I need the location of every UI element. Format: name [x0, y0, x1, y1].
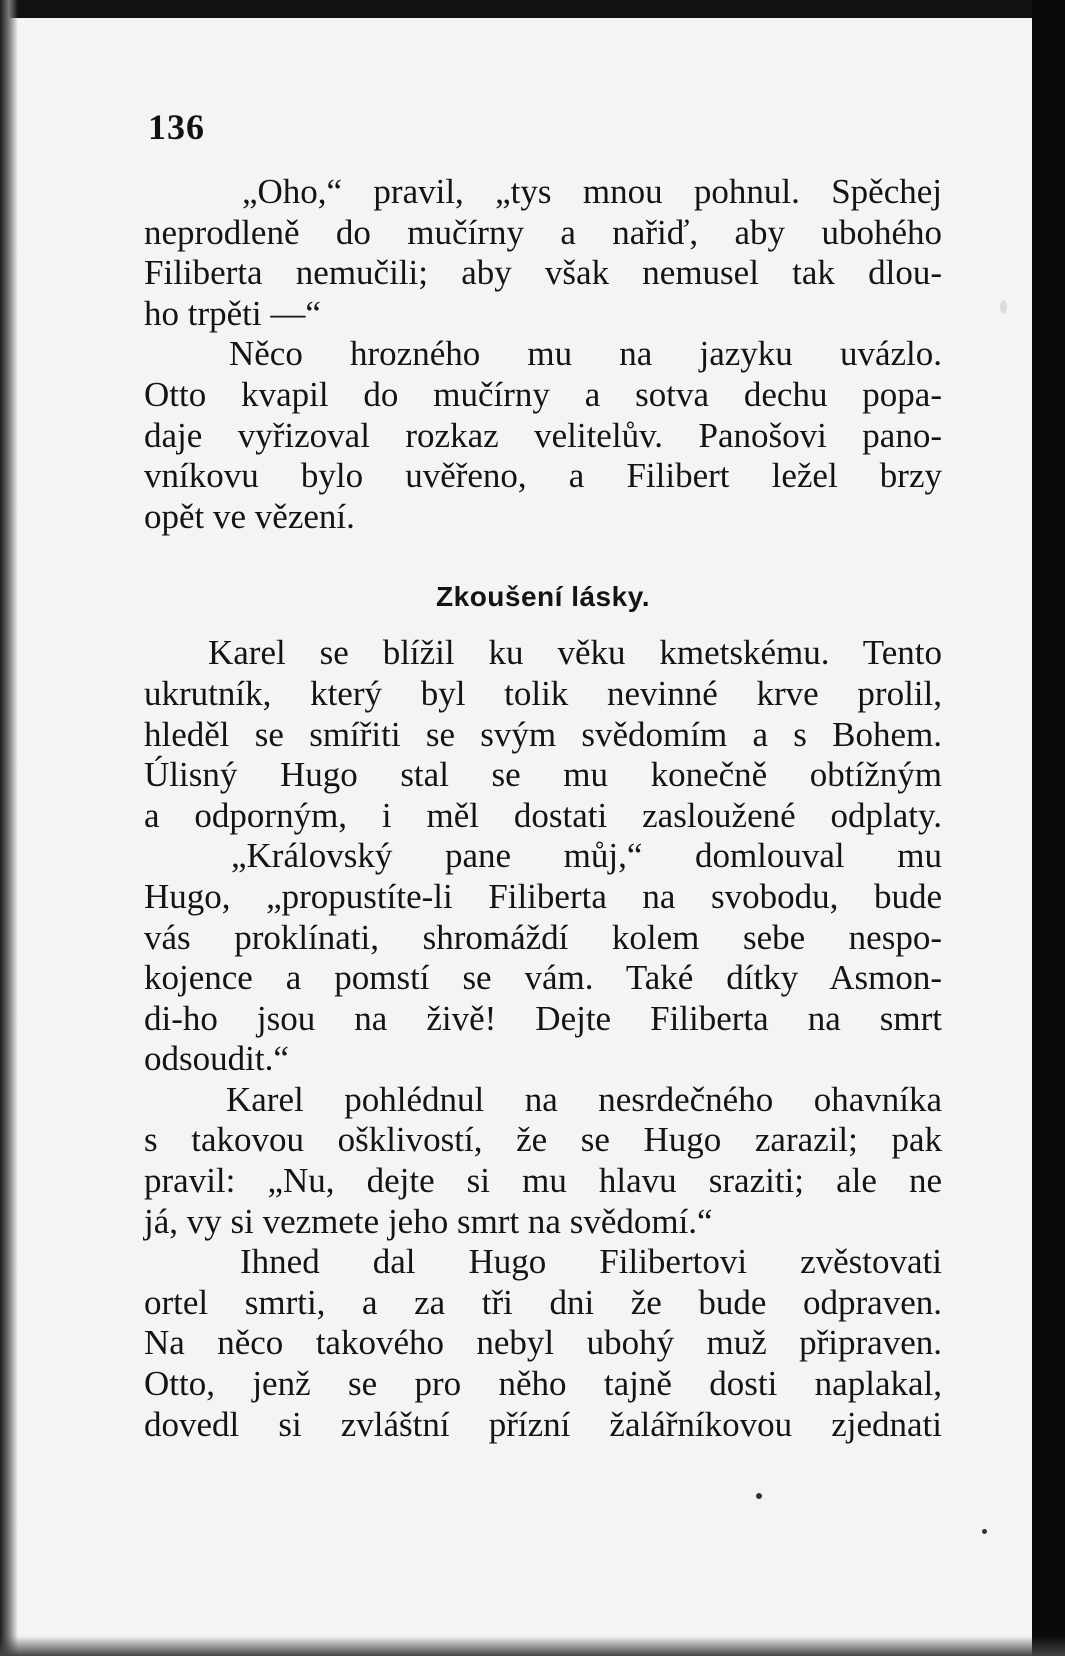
- text-line: vás proklínati, shromáždí kolem sebe nespo-: [144, 917, 942, 957]
- text-line: odsoudit.“: [144, 1039, 289, 1079]
- text-line: ukrutník, který byl tolik nevinné krve prolil,: [144, 673, 942, 713]
- scan-left-edge: [0, 0, 18, 1656]
- scan-speck: [1000, 300, 1007, 314]
- text-line: Karel pohlédnul na nesrdečného ohavníka: [226, 1079, 942, 1119]
- scan-bottom-edge: [0, 1636, 1065, 1656]
- text-line: ho trpěti —“: [144, 293, 321, 333]
- text-line: s takovou ošklivostí, že se Hugo zarazil; pak: [144, 1120, 942, 1160]
- text-line: kojence a pomstí se vám. Také dítky Asmon-: [144, 958, 942, 998]
- text-line: Filiberta nemučili; aby však nemusel tak dlou-: [144, 253, 942, 293]
- text-line: Na něco takového nebyl ubohý muž připraven.: [144, 1323, 942, 1363]
- text-line: neprodleně do mučírny a nařiď, aby ubohého: [144, 212, 942, 252]
- scan-speck: [982, 1529, 987, 1534]
- scan-right-border: [1032, 0, 1065, 1656]
- text-line: daje vyřizoval rozkaz velitelův. Panošovi pano-: [144, 415, 942, 455]
- text-line: Otto, jenž se pro něho tajně dosti naplakal,: [144, 1364, 942, 1404]
- text-line: ortel smrti, a za tři dni že bude odpraven.: [144, 1282, 942, 1322]
- text-line: pravil: „Nu, dejte si mu hlavu sraziti; ale ne: [144, 1161, 942, 1201]
- body-text: [144, 172, 942, 1445]
- text-line: Hugo, „propustíte-li Filiberta na svobodu, bude: [144, 876, 942, 916]
- text-line: Úlisný Hugo stal se mu konečně obtížným: [144, 755, 942, 795]
- text-line: Ihned dal Hugo Filibertovi zvěstovati: [240, 1242, 942, 1282]
- text-line: Karel se blížil ku věku kmetskému. Tento: [208, 633, 942, 673]
- text-line: a odporným, i měl dostati zasloužené odplaty.: [144, 795, 942, 835]
- section-heading: Zkoušení lásky.: [436, 581, 650, 613]
- text-line: opět ve vězení.: [144, 496, 355, 536]
- text-line: dovedl si zvláštní přízní žalářníkovou zjednati: [144, 1404, 942, 1444]
- text-line: „Královský pane můj,“ domlouval mu: [231, 836, 942, 876]
- text-line: Něco hrozného mu na jazyku uvázlo.: [229, 334, 942, 374]
- text-line: di-ho jsou na živě! Dejte Filiberta na smrt: [144, 998, 942, 1038]
- scan-top-border: [0, 0, 1065, 18]
- page-number: 136: [148, 107, 205, 147]
- text-line: Otto kvapil do mučírny a sotva dechu popa-: [144, 374, 942, 414]
- scan-speck: [756, 1493, 762, 1499]
- text-line: já, vy si vezmete jeho smrt na svědomí.“: [144, 1201, 713, 1241]
- text-line: hleděl se smířiti se svým svědomím a s Bohem.: [144, 714, 942, 754]
- text-line: „Oho,“ pravil, „tys mnou pohnul. Spěchej: [242, 172, 942, 211]
- text-line: vníkovu bylo uvěřeno, a Filibert ležel brzy: [144, 456, 942, 496]
